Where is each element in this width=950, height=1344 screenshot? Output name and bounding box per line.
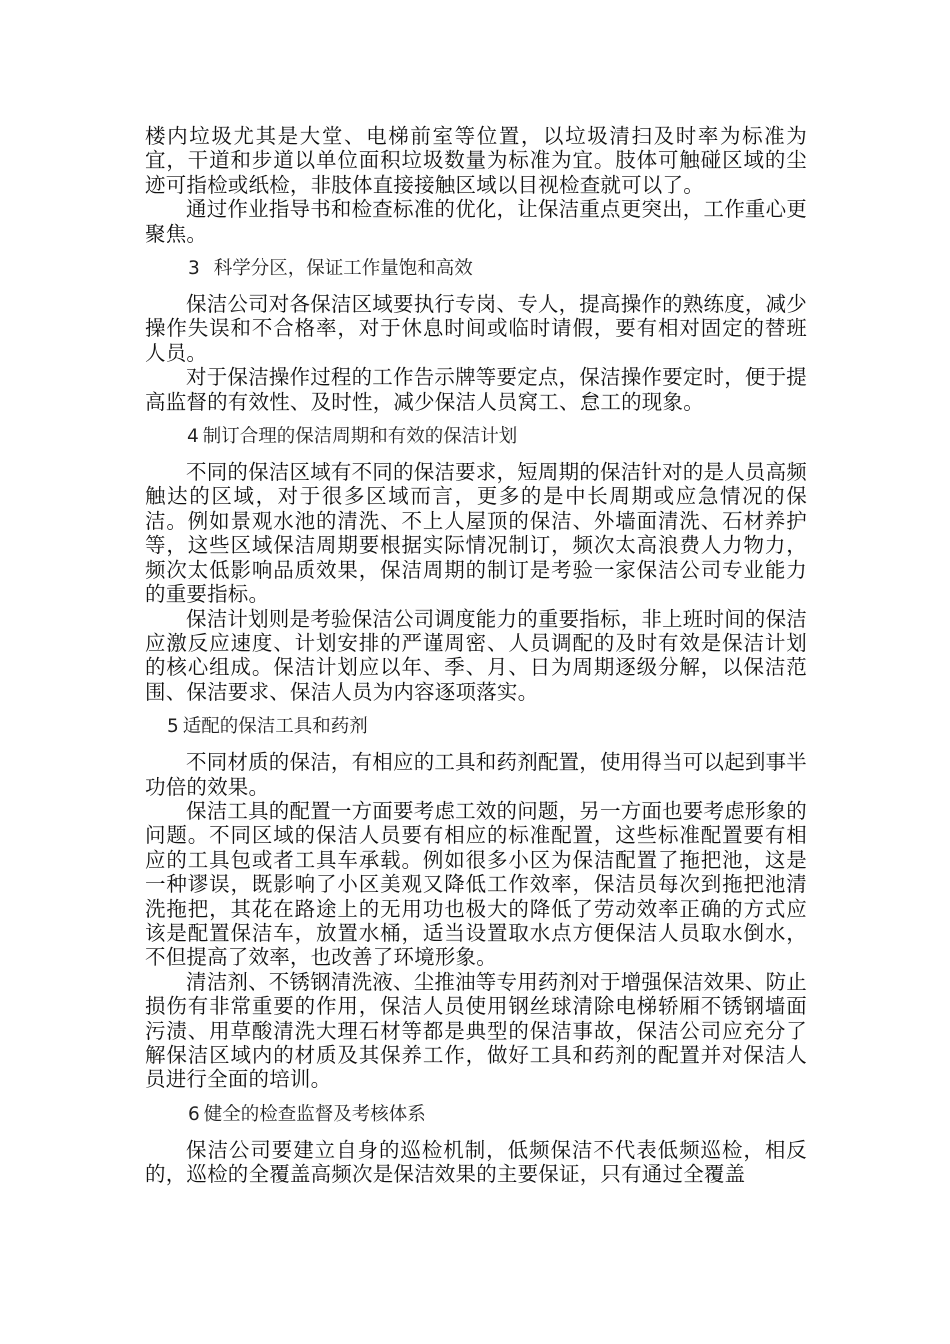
paragraph: 不同的保洁区域有不同的保洁要求，短周期的保洁针对的是人员高频触达的区域，对于很多区域而言，更多的是中长周期或应急情况的保洁。例如景观水池的清洗、不上人屋顶的保洁、外墙面清洗、石材养护等，这些区域保洁周期要根据实际情况制订，频次太高浪费人力物力，频次太低影响品质效果，保洁周期的制订是考验一家保洁公司专业能力的重要指标。 [145,460,807,607]
section-heading-3 [145,257,807,281]
paragraph: 保洁计划则是考验保洁公司调度能力的重要指标，非上班时间的保洁应激反应速度、计划安排的严谨周密、人员调配的及时有效是保洁计划的核心组成。保洁计划应以年、季、月、日为周期逐级分解，以保洁范围、保洁要求、保洁人员为内容逐项落实。 [145,606,807,704]
section-title: 科学分区，保证工作量饱和高效 [213,258,473,280]
paragraph: 保洁工具的配置一方面要考虑工效的问题，另一方面也要考虑形象的问题。不同区域的保洁人员要有相应的标准配置，这些标准配置要有相应的工具包或者工具车承载。例如很多小区为保洁配置了拖把池，这是一种谬误，既影响了小区美观又降低工作效率，保洁员每次到拖把池清洗拖把，其花在路途上的无用功也极大的降低了劳动效率正确的方式应该是配置保洁车，放置水桶，适当设置取水点方便保洁人员取水倒水，不但提高了效率，也改善了环境形象。 [145,798,807,970]
section-heading-6 [145,1103,807,1127]
paragraph: 保洁公司要建立自身的巡检机制，低频保洁不代表低频巡检，相反的，巡检的全覆盖高频次是保洁效果的主要保证，只有通过全覆盖 [145,1137,807,1187]
paragraph: 保洁公司对各保洁区域要执行专岗、专人，提高操作的熟练度，减少操作失误和不合格率，对于休息时间或临时请假，要有相对固定的替班人员。 [145,292,807,365]
section-number: 6 [188,1103,200,1125]
document-page [145,124,807,1187]
paragraph: 清洁剂、不锈钢清洗液、尘推油等专用药剂对于增强保洁效果、防止损伤有非常重要的作用，保洁人员使用钢丝球清除电梯轿厢不锈钢墙面污渍、用草酸清洗大理石材等都是典型的保洁事故，保洁公司应充分了解保洁区域内的材质及其保养工作，做好工具和药剂的配置并对保洁人员进行全面的培训。 [145,969,807,1092]
section-title: 制订合理的保洁周期和有效的保洁计划 [202,426,518,448]
paragraph: 通过作业指导书和检查标准的优化，让保洁重点更突出，工作重心更聚焦。 [145,197,807,246]
section-heading-5 [145,715,807,739]
section-title: 适配的保洁工具和药剂 [182,716,368,738]
paragraph: 不同材质的保洁，有相应的工具和药剂配置，使用得当可以起到事半功倍的效果。 [145,750,807,799]
section-heading-4 [145,425,807,449]
section-number: 3 [188,258,200,280]
section-number: 5 [167,716,179,738]
section-number: 4 [187,426,199,448]
paragraph: 楼内垃圾尤其是大堂、电梯前室等位置，以垃圾清扫及时率为标准为宜，干道和步道以单位面积垃圾数量为标准为宜。肢体可触碰区域的尘迹可指检或纸检，非肢体直接接触区域以目视检查就可以了。 [145,124,807,197]
section-title: 健全的检查监督及考核体系 [203,1103,426,1125]
paragraph: 对于保洁操作过程的工作告示牌等要定点，保洁操作要定时，便于提高监督的有效性、及时性，减少保洁人员窝工、怠工的现象。 [145,365,807,414]
